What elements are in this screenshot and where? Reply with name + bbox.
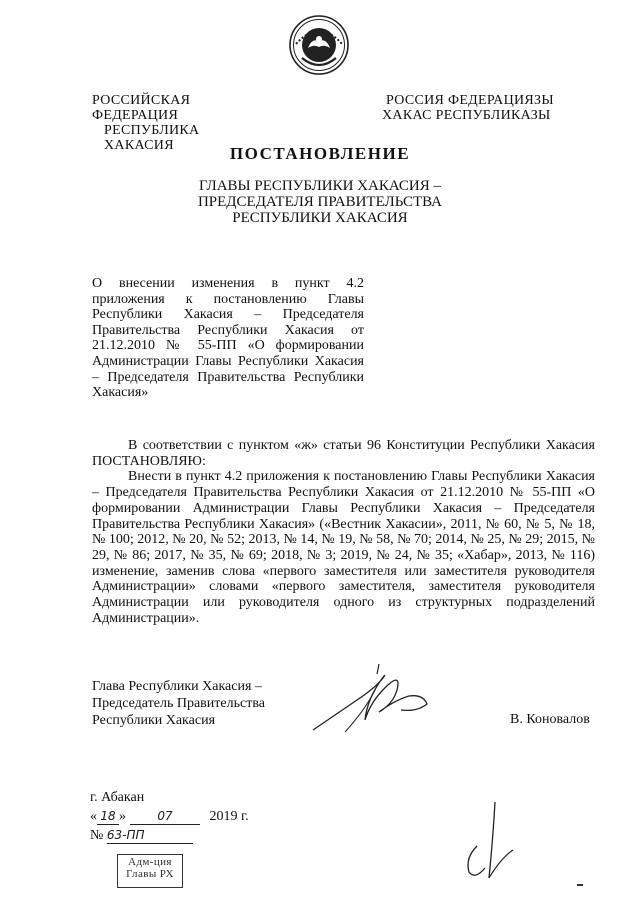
header-right-line-2: ХАКАС РЕСПУБЛИКАЗЫ: [382, 108, 551, 123]
subtitle-line-1: ГЛАВЫ РЕСПУБЛИКИ ХАКАСИЯ –: [198, 178, 442, 194]
scan-mark: [577, 884, 583, 886]
registration-stamp: [117, 854, 183, 888]
number-label: №: [90, 828, 104, 843]
number-value: 63-ПП: [107, 827, 193, 844]
subtitle-line-2: ПРЕДСЕДАТЕЛЯ ПРАВИТЕЛЬСТВА: [197, 194, 443, 210]
handwritten-signature: [305, 660, 445, 740]
coat-of-arms-emblem: [288, 14, 350, 76]
header-right: [382, 93, 556, 123]
body-preamble: В соответствии с пунктом «ж» статьи 96 Конституции Республики Хакасия ПОСТАНОВЛЯЮ:: [92, 438, 595, 469]
signatory-title-line-1: Глава Республики Хакасия –: [92, 679, 262, 694]
issue-number: [90, 827, 249, 844]
date-open-quote: «: [90, 809, 97, 824]
document-title: ПОСТАНОВЛЕНИЕ: [229, 144, 411, 163]
issue-city: г. Абакан: [90, 790, 145, 805]
date-month: 07: [130, 808, 200, 825]
decree-body: [92, 438, 595, 626]
signatory-title-line-3: Республики Хакасия: [92, 713, 216, 728]
issue-date: [90, 808, 249, 825]
body-text: Внести в пункт 4.2 приложения к постановлению Главы Республики Хакасия – Председателя Правительства Республики Хакасия от 21.12.2010 № 55-ПП «О формировании Администрации Главы Республики Хакасия – Председателя Правительства Республики Хакасия» («Вестник Хакасии», 2011, № 60, № 5, № 18, № 100; 2012, № 20, № 52; 2013, № 14, № 19, № 58, № 70; 2014, № 25, № 29; 2015, № 29, № 86; 2017, № 35, № 69; 2018, № 3; 2019, № 24, № 35; «Хабар», 2013, № 116) изменение, заменив слова «первого заместителя или заместителя руководителя Администрации» словами «первого заместителя, заместителя руководителя Администрации или руководителя одного из структурных подразделений Администрации».: [92, 469, 595, 626]
decree-subject: О внесении изменения в пункт 4.2 приложения к постановлению Главы Республики Хакасия – Председателя Правительства Республики Хакасия от 21.12.2010 № 55-ПП «О формировании Администрации Главы Республики Хакасия – Председателя Правительства Республики Хакасия»: [92, 276, 364, 401]
signatory-title-line-2: Председатель Правительства: [92, 696, 265, 711]
handwritten-initials: [455, 798, 525, 893]
signatory-title: [92, 678, 312, 729]
date-close-quote: »: [119, 809, 126, 824]
stamp-line-1: Адм-ция: [128, 856, 172, 868]
date-day: 18: [97, 808, 119, 825]
header-left-line-2: РЕСПУБЛИКА ХАКАСИЯ: [104, 123, 200, 153]
date-year: 2019 г.: [209, 809, 249, 824]
stamp-line-2: Главы РХ: [126, 868, 174, 880]
decree-word: ПОСТАНОВЛЯЮ:: [92, 453, 206, 469]
issue-details: [90, 790, 249, 844]
header-right-line-1: РОССИЯ ФЕДЕРАЦИЯЗЫ: [386, 93, 554, 108]
document-subtitle: [0, 178, 640, 226]
subtitle-line-3: РЕСПУБЛИКИ ХАКАСИЯ: [232, 210, 408, 226]
signatory-name: В. Коновалов: [510, 712, 590, 727]
header-left-line-1: РОССИЙСКАЯ ФЕДЕРАЦИЯ: [92, 93, 191, 123]
